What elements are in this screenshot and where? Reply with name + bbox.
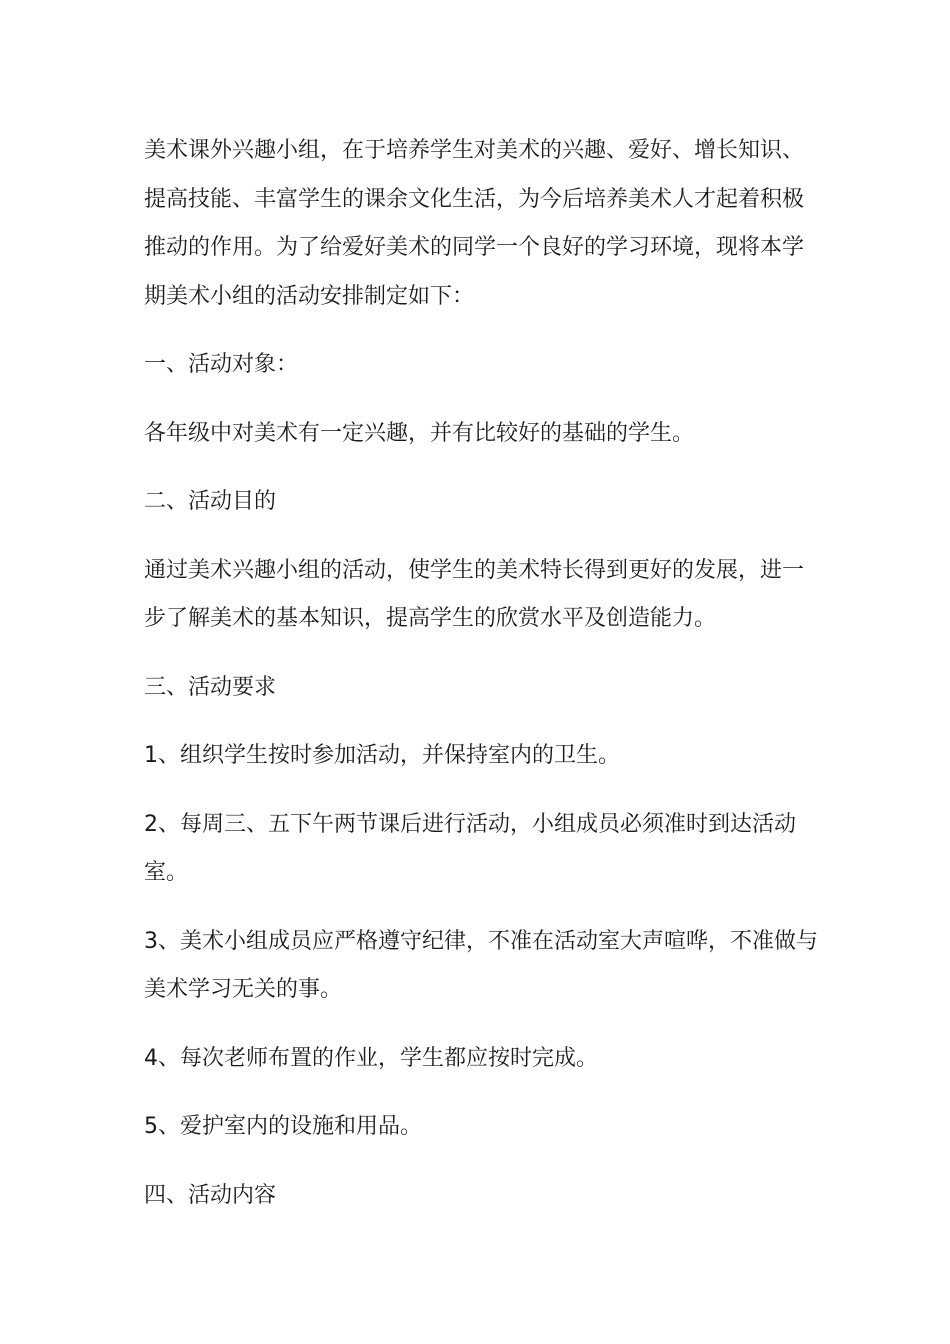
requirement-item-4: 4、每次老师布置的作业，学生都应按时完成。 [144,1045,598,1071]
section-heading-activity-content: 四、活动内容 [144,1182,277,1208]
document-body [144,127,824,1220]
requirement-item-1: 1、组织学生按时参加活动，并保持室内的卫生。 [144,743,620,768]
section-heading-activity-requirements: 三、活动要求 [144,674,277,700]
requirement-item-5: 5、爱护室内的设施和用品。 [144,1114,422,1139]
requirement-item-3: 3、美术小组成员应严格遵守纪律，不准在活动室大声喧哗，不准做与美术学习无关的事。 [144,928,818,1002]
section-heading-activity-target: 一、活动对象： [144,352,299,377]
intro-paragraph: 美术课外兴趣小组，在于培养学生对美术的兴趣、爱好、增长知识、提高技能、丰富学生的课余文化生活，为今后培养美术人才起着积极推动的作用。为了给爱好美术的同学一个良好的学习环境，现将本学期美术小组的活动安排制定如下： [144,138,805,309]
activity-purpose-text: 通过美术兴趣小组的活动，使学生的美术特长得到更好的发展，进一步了解美术的基本知识，提高学生的欣赏水平及创造能力。 [144,557,805,631]
activity-target-text: 各年级中对美术有一定兴趣，并有比较好的基础的学生。 [144,420,695,446]
requirement-item-2: 2、每周三、五下午两节课后进行活动，小组成员必须准时到达活动室。 [144,811,796,885]
section-heading-activity-purpose: 二、活动目的 [144,489,277,514]
